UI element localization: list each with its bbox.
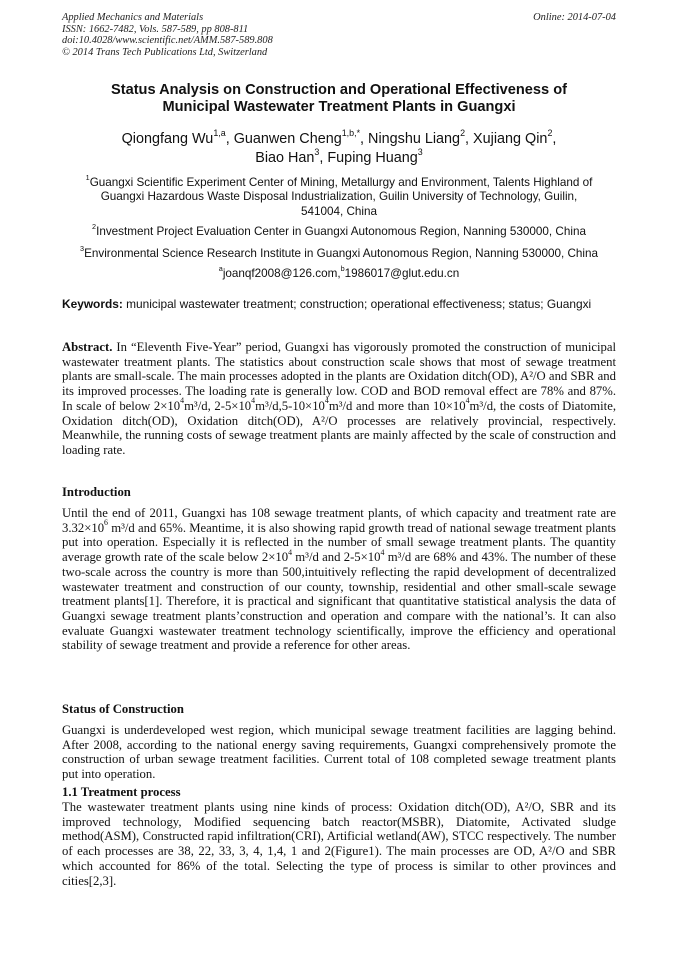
affiliation-line: 541004, China [300,204,378,218]
author-sup: 1,b,* [341,127,361,138]
issn-line: ISSN: 1662-7482, Vols. 587-589, pp 808-811 [62,23,249,35]
abstract-text: m³/d,5-10×10 [255,398,325,413]
affiliation-sup: 1 [85,173,90,183]
abstract-label: Abstract. [62,340,113,354]
paper-title [62,82,616,116]
abstract [62,340,616,458]
paragraph-text: Until the end of 2011, Guangxi has 108 sewage treatment plants, of which capacity and treatment rate are 3.32×10 [62,506,616,535]
status-paragraph: Guangxi is underdeveloped west region, which municipal sewage treatment facilities are lagging behind. After 2008, according to the national energy saving requirements, Guangxi comprehensively promote the construction of urban sewage treatment facilities. Current total of 108 completed sewage treatment plants put into operation. [62,723,616,782]
doi-line: doi:10.4028/www.scientific.net/AMM.587-589.808 [62,35,273,47]
abstract-text: m³/d and more than 10×10 [328,398,466,413]
exponent: 4 [251,396,256,406]
author-list: Qiongfang Wu$^{1,a}$, Guanwen Cheng$^{1,b,*}$, Ningshu Liang$^2$, Xujiang Qin$^2$, Biao Han$^3$, Fuping Huang$^3$ [121,127,557,166]
exponent: 4 [288,547,292,557]
affiliation-2 [62,222,616,239]
keywords-label: Keywords: [62,297,123,311]
journal-name: Applied Mechanics and Materials [62,12,204,23]
author-name: Guanwen Cheng [233,131,342,147]
email-link[interactable]: 1986017@glut.edu.cn [344,267,460,280]
keywords [62,297,616,312]
affiliation-1 [62,173,616,219]
affiliation-line: Guangxi Hazardous Waste Disposal Industrialization, Guilin University of Technology, Guilin, [100,190,578,204]
email-link[interactable]: joanqf2008@126.com, [222,267,341,280]
abstract-text: m³/d, the costs of Diatomite, Oxidation ditch(OD), Oxidation ditch(OD), A²/O processes are relatively provincial, respectively. Meanwhile, the running costs of sewage treatment plants are mainly affected by the scale of construction and loading rate. [62,398,616,457]
author-sup: 2 [460,127,466,138]
paragraph-text: m³/d are 68% and 43%. The number of these two-scale across the country is more than 500,intuitively reflecting the rapid development of decentralized wastewater treatment and construction of our county, township, residential and other small-scale sewage treatment plants[1]. Therefore, it is practical and significant that quantitative statistical analysis the data of Guangxi sewage treatment plants’construction and operation and compare with the national’s. It can also evaluate Guangxi wastewater treatment technology scientifically, improve the efficiency and operational stability of sewage treatment and provide a reference for other areas. [62,550,616,653]
exponent: 4 [380,547,385,557]
abstract-text: m³/d, 2-5×10 [184,398,252,413]
author-name: Ningshu Liang [368,131,461,147]
author-sup: 3 [417,146,423,157]
section-heading-status: Status of Construction [62,702,184,716]
journal-header [62,12,616,58]
author-sup: 1,a [213,127,226,138]
author-emails [62,264,616,281]
online-date: Online: 2014-07-04 [533,12,616,23]
affiliation-line: Investment Project Evaluation Center in Guangxi Autonomous Region, Nanning 530000, China [96,225,586,238]
affiliation-3 [62,244,616,261]
treatment-paragraph: The wastewater treatment plants using nine kinds of process: Oxidation ditch(OD), A²/O, SBR and its improved technology, Modified sequencing batch reactor(MSBR), Diatomite, Activated sludge method(ASM), Constructed rapid infiltration(CRI), Artificial wetland(AW), STCC respectively. The number of each processes are 38, 22, 33, 3, 4, 1,4, 1 and 2(Figure1). The main processes are OD, A²/O and SBR which accounted for 86% of the total. Selecting the type of process is similar to other provinces and cities[2,3]. [62,800,616,888]
email-sup: b [340,264,345,274]
subsection-heading-treatment: 1.1 Treatment process [62,785,181,799]
copyright-line: © 2014 Trans Tech Publications Ltd, Switzerland [62,46,268,58]
exponent: 4 [324,396,329,406]
abstract-text: In “Eleventh Five-Year” period, Guangxi has vigorously promoted the construction of municipal wastewater treatment plants. The statistics about construction scale shows that most of sewage treatment plants are small-scale. The main processes adopted in the plants are Oxidation ditch(OD), A²/O and SBR and its improved processes. The loading rate is generally low. COD and BOD removal effect are 78% and 87%. In scale of below 2×10 [62,340,616,413]
author-sup: 3 [314,146,320,157]
paragraph-text: m³/d and 65%. Meantime, it is also showing rapid growth tread of national sewage treatment plants put into operation. Especially it is reflected in the number of small sewage treatment plants. The quantity average growth rate of the scale below 2×10 [62,520,616,565]
introduction-paragraph [62,506,616,653]
author-sup: 2 [547,127,553,138]
title-line-2: Municipal Wastewater Treatment Plants in Guangxi [162,99,516,115]
title-line-1: Status Analysis on Construction and Operational Effectiveness of [110,82,567,98]
keywords-text: municipal wastewater treatment; construction; operational effectiveness; status; Guangxi [122,297,592,311]
exponent: 4 [180,396,185,406]
email-sup: a [218,264,223,274]
exponent: 4 [465,396,470,406]
exponent: 6 [104,518,108,528]
affiliation-line: Environmental Science Research Institute in Guangxi Autonomous Region, Nanning 530000, China [84,247,598,260]
author-name: Biao Han [255,150,315,166]
section-heading-introduction: Introduction [62,485,131,499]
affiliation-line: Guangxi Scientific Experiment Center of Mining, Metallurgy and Environment, Talents Highland of [89,176,593,189]
author-name: Qiongfang Wu [121,131,214,147]
affiliation-sup: 3 [80,244,85,254]
affiliation-sup: 2 [92,222,97,232]
author-name: Xujiang Qin [473,131,548,147]
author-name: Fuping Huang [327,150,418,166]
paragraph-text: m³/d and 2-5×10 [292,550,381,565]
